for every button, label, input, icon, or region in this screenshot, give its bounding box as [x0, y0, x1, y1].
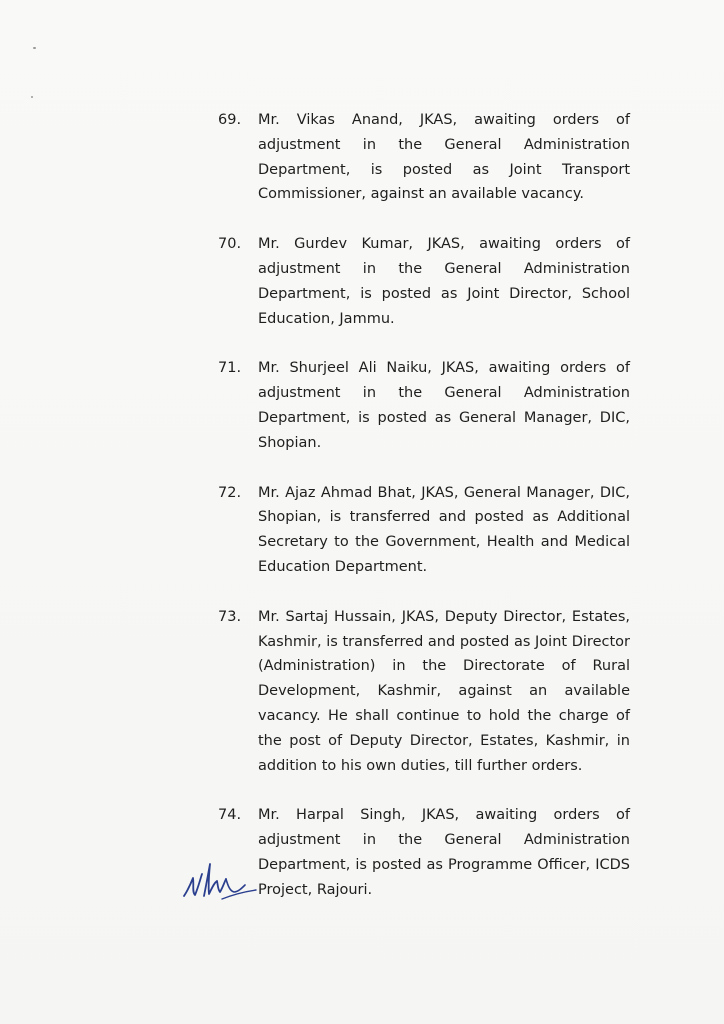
order-number: 73.: [218, 608, 242, 625]
order-text: Mr. Vikas Anand, JKAS, awaiting orders of adjustment in the General Administration Department, is posted as Joint Transport Commissioner, against an available vacancy.: [258, 112, 630, 203]
order-number: 74.: [218, 807, 242, 824]
handwritten-signature: [178, 852, 278, 910]
order-text: Mr. Harpal Singh, JKAS, awaiting orders of adjustment in the General Administration Department, is posted as Programme Officer, ICDS Project, Rajouri.: [258, 807, 630, 898]
order-number: 69.: [218, 112, 242, 128]
order-item-72: [218, 481, 630, 580]
order-number: 70.: [218, 236, 242, 253]
order-number: 72.: [218, 484, 242, 501]
order-list: [218, 108, 630, 903]
order-item-69: [218, 108, 630, 207]
order-item-71: [218, 356, 630, 455]
order-item-74: [218, 803, 630, 902]
scan-speck: [33, 47, 36, 49]
order-text: Mr. Shurjeel Ali Naiku, JKAS, awaiting orders of adjustment in the General Administration Department, is posted as General Manager, DIC, Shopian.: [258, 360, 630, 451]
order-text: Mr. Gurdev Kumar, JKAS, awaiting orders of adjustment in the General Administration Department, is posted as Joint Director, School Education, Jammu.: [258, 236, 630, 327]
order-item-70: [218, 232, 630, 331]
order-item-73: [218, 605, 630, 779]
order-text: Mr. Sartaj Hussain, JKAS, Deputy Director, Estates, Kashmir, is transferred and posted as Joint Director (Administration) in the Directorate of Rural Development, Kashmir, against an available vacancy. He shall continue to hold the charge of the post of Deputy Director, Estates, Kashmir, in addition to his own duties, till further orders.: [258, 608, 630, 774]
order-text: Mr. Ajaz Ahmad Bhat, JKAS, General Manager, DIC, Shopian, is transferred and posted as Additional Secretary to the Government, Health and Medical Education Department.: [258, 484, 630, 575]
order-number: 71.: [218, 360, 242, 377]
scan-speck: [31, 96, 33, 98]
